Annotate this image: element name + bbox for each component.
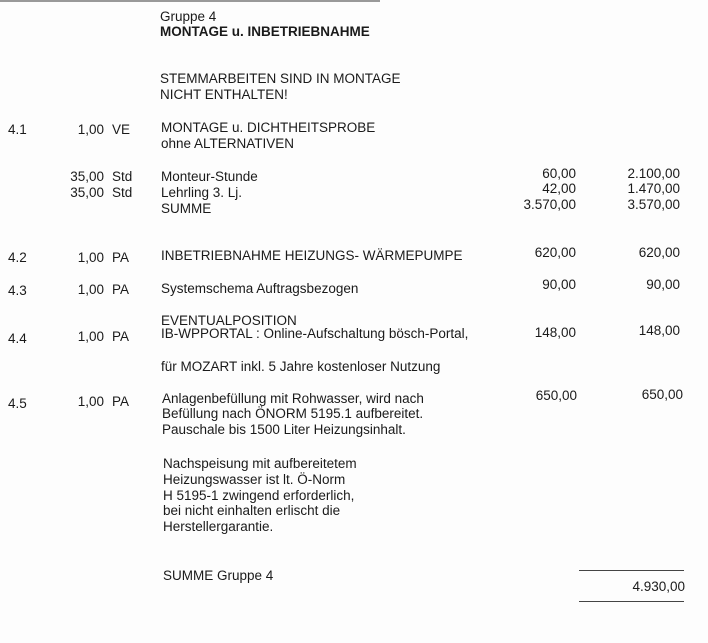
group-sum-total: 4.930,00 — [632, 579, 685, 594]
sub-unit-price: 42,00 — [542, 181, 576, 196]
sub-quantity: 35,00 — [70, 185, 104, 200]
position-number: 4.4 — [8, 331, 27, 346]
sub-description: Lehrling 3. Lj. — [161, 185, 243, 200]
position-unit-price: 650,00 — [535, 388, 577, 403]
position-total: 148,00 — [638, 323, 680, 338]
sub-description: Monteur-Stunde — [161, 169, 258, 184]
position-note: H 5195-1 zwingend erforderlich, — [163, 488, 355, 503]
sub-sum-price: 3.570,00 — [523, 197, 576, 212]
position-quantity: 1,00 — [77, 122, 104, 137]
sub-unit: Std — [112, 169, 133, 184]
position-number: 4.2 — [8, 250, 27, 265]
group-title: MONTAGE u. INBETRIEBNAHME — [160, 24, 370, 39]
position-quantity: 1,00 — [77, 250, 104, 265]
position-description: INBETRIEBNAHME HEIZUNGS- WÄRMEPUMPE — [161, 248, 463, 263]
position-description: Befüllung nach ÖNORM 5195.1 aufbereitet. — [162, 406, 424, 421]
position-note: Heizungswasser ist lt. Ö-Norm — [163, 472, 346, 487]
position-number: 4.1 — [8, 122, 27, 137]
position-unit-price: 90,00 — [542, 277, 576, 292]
position-quantity: 1,00 — [77, 282, 104, 297]
sub-quantity: 35,00 — [70, 169, 104, 184]
top-rule — [0, 0, 380, 2]
position-description: Anlagenbefüllung mit Rohwasser, wird nach — [162, 391, 424, 406]
group-sum-label: SUMME Gruppe 4 — [163, 568, 274, 583]
position-unit: PA — [112, 329, 130, 344]
position-unit: VE — [112, 122, 131, 137]
sum-rule-bottom — [579, 601, 684, 602]
position-unit-price: 620,00 — [534, 245, 576, 260]
group-label: Gruppe 4 — [160, 9, 217, 24]
position-total: 90,00 — [646, 277, 680, 292]
sum-rule-top — [579, 570, 684, 571]
position-note: Nachspeisung mit aufbereitetem — [163, 456, 357, 471]
position-unit: PA — [112, 250, 130, 265]
position-description: EVENTUALPOSITION — [161, 313, 297, 328]
sub-sum-label: SUMME — [161, 201, 212, 216]
position-unit-price: 148,00 — [534, 325, 576, 340]
group-note-line-2: NICHT ENTHALTEN! — [160, 87, 288, 102]
position-quantity: 1,00 — [77, 329, 104, 344]
position-unit: PA — [112, 282, 130, 297]
sub-unit-price: 60,00 — [542, 166, 576, 181]
position-description: ohne ALTERNATIVEN — [161, 136, 295, 151]
position-description: MONTAGE u. DICHTHEITSPROBE — [161, 120, 376, 135]
position-description: Systemschema Auftragsbezogen — [161, 281, 359, 296]
position-total: 650,00 — [641, 387, 683, 402]
sub-total: 2.100,00 — [627, 166, 680, 181]
position-note: bei nicht einhalten erlischt die — [163, 503, 341, 518]
position-unit: PA — [112, 394, 130, 409]
position-description-extra: für MOZART inkl. 5 Jahre kostenloser Nutzung — [161, 359, 441, 374]
position-number: 4.5 — [8, 396, 27, 411]
position-quantity: 1,00 — [77, 394, 104, 409]
position-total: 620,00 — [638, 245, 680, 260]
position-description: IB-WPPORTAL : Online-Aufschaltung bösch-Portal, — [161, 326, 469, 341]
group-note-line-1: STEMMARBEITEN SIND IN MONTAGE — [160, 71, 401, 86]
sub-unit: Std — [112, 185, 133, 200]
position-number: 4.3 — [8, 283, 27, 298]
position-description: Pauschale bis 1500 Liter Heizungsinhalt. — [162, 422, 406, 437]
sub-sum-total: 3.570,00 — [627, 197, 680, 212]
position-note: Herstellergarantie. — [163, 519, 274, 534]
sub-total: 1.470,00 — [627, 181, 680, 196]
